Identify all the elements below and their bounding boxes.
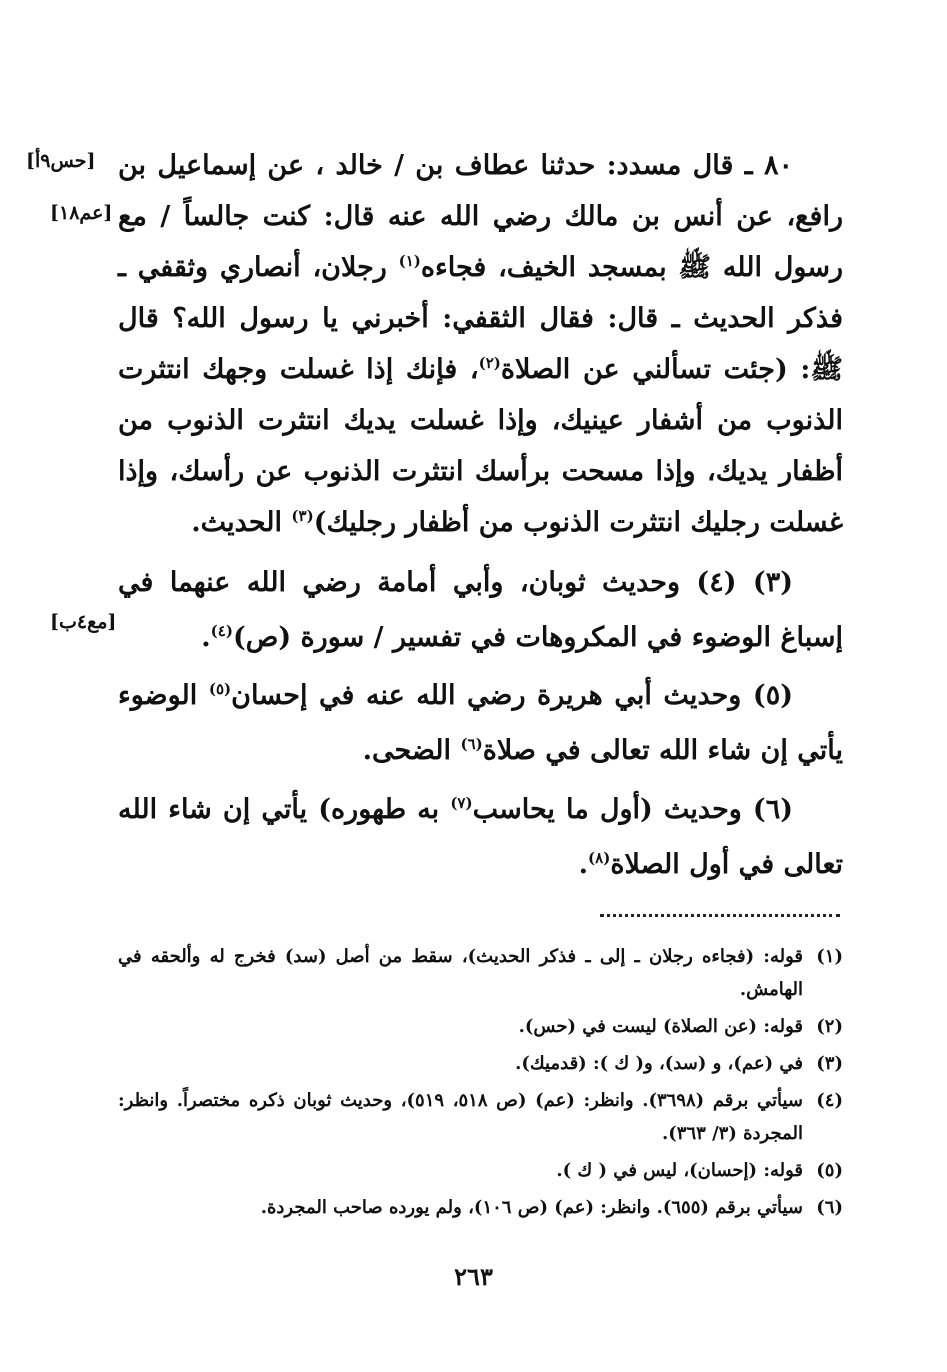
- paragraph-3-end: .: [201, 622, 211, 653]
- footnote-text: قوله: (إحسان)، ليس في ( ك ).: [556, 1160, 803, 1181]
- hadith-80-text-part2: رجلان، أنصاري وثقفي ـ فذكر الحديث ـ قال: فقال الثقفي: أخبرني يا رسول الله؟ قال ﷺ: (جئت تسألني عن الصلاة: [118, 252, 843, 385]
- footnote-ref-5[interactable]: (٥): [208, 680, 232, 698]
- hadith-80-text-part4: الحديث.: [191, 507, 292, 538]
- paragraph-5: [118, 668, 843, 778]
- margin-note-m4b: [مع٤ب]: [50, 611, 117, 633]
- paragraph-6-text-part1: (٦) وحديث (أول ما يحاسب: [472, 794, 793, 825]
- paragraph-3: [118, 555, 843, 665]
- footnote-text: قوله: (فجاءه رجلان ـ إلى ـ فذكر الحديث)، سقط من أصل (سد) فخرج له وألحقه في الهامش.: [118, 946, 803, 1000]
- footnote-number: (٣): [816, 1053, 843, 1074]
- hadith-80-paragraph: [118, 140, 843, 548]
- paragraph-6-text-part3: .: [578, 849, 589, 880]
- footnote-6: [118, 1191, 843, 1224]
- footnote-number: (٤): [816, 1090, 843, 1111]
- paragraph-5-text-part3: الضحى.: [362, 735, 461, 766]
- footnote-3: [118, 1047, 843, 1080]
- margin-note-hs9: [حس٩أ]: [26, 150, 96, 172]
- footnote-ref-3[interactable]: (٣): [291, 507, 314, 525]
- footnote-number: (٥): [816, 1160, 843, 1181]
- footnote-number: (١): [816, 946, 843, 967]
- footnotes-section: [118, 940, 843, 1228]
- footnote-text: قوله: (عن الصلاة) ليست في (حس).: [518, 1016, 803, 1037]
- footnote-2: [118, 1010, 843, 1043]
- hadith-80-opening: ٨٠ ـ قال مسدد: حدثنا عطاف بن / خالد ، عن إسماعيل بن: [118, 150, 793, 181]
- paragraph-3-text: (٣) (٤) وحديث ثوبان، وأبي أمامة رضي الله عنهما في إسباغ الوضوء في المكروهات في تفسير / سورة (ص): [118, 567, 843, 653]
- hadith-80-text-part3: ، فإنك إذا غسلت وجهك انتثرت الذنوب من أشفار عينيك، وإذا غسلت يديك انتثرت الذنوب من أظفار يديك، وإذا مسحت برأسك انتثرت الذنوب عن رأسك، وإذا غسلت رجليك انتثرت الذنوب من أظفار رجليك): [118, 354, 843, 538]
- footnote-text: سيأتي برقم (٦٥٥). وانظر: (عم) (ص ١٠٦)، ولم يورده صاحب المجردة.: [260, 1197, 803, 1218]
- footnote-1: [118, 940, 843, 1006]
- hadith-80-text-part1: رافع، عن أنس بن مالك رضي الله عنه قال: كنت جالساً / مع رسول الله ﷺ بمسجد الخيف، فجاءه: [118, 201, 843, 283]
- paragraph-6-text-part2: به طهوره) يأتي إن شاء الله تعالى في أول الصلاة: [118, 794, 843, 880]
- page-number: ٢٦٣: [454, 1262, 493, 1291]
- footnote-ref-1[interactable]: (١): [398, 252, 421, 270]
- footnote-number: (٦): [816, 1197, 843, 1218]
- footnote-ref-8[interactable]: (٨): [588, 849, 611, 867]
- margin-note-am18: [عم١٨]: [50, 202, 113, 224]
- footnote-4: [118, 1084, 843, 1150]
- paragraph-5-text-part1: (٥) وحديث أبي هريرة رضي الله عنه في إحسان: [231, 680, 793, 711]
- footnote-text: سيأتي برقم (٣٦٩٨). وانظر: (عم) (ص ٥١٨، ٥١٩)، وحديث ثوبان ذكره مختصراً. وانظر: المجردة (٣/ ٣٦٣).: [118, 1090, 803, 1144]
- footnote-text: في (عم)، و (سد)، و( ك ): (قدميك).: [515, 1053, 803, 1074]
- footnote-5: [118, 1154, 843, 1187]
- paragraph-6: [118, 782, 843, 892]
- footnote-ref-4[interactable]: (٤): [210, 622, 233, 640]
- footnote-ref-2[interactable]: (٢): [478, 354, 501, 372]
- footnote-ref-6[interactable]: (٦): [460, 735, 483, 753]
- paragraph-5-text-part2: الوضوء يأتي إن شاء الله تعالى في صلاة: [118, 680, 843, 766]
- footnote-ref-7[interactable]: (٧): [450, 794, 473, 812]
- footnote-number: (٢): [816, 1016, 843, 1037]
- footnote-separator: [600, 914, 840, 917]
